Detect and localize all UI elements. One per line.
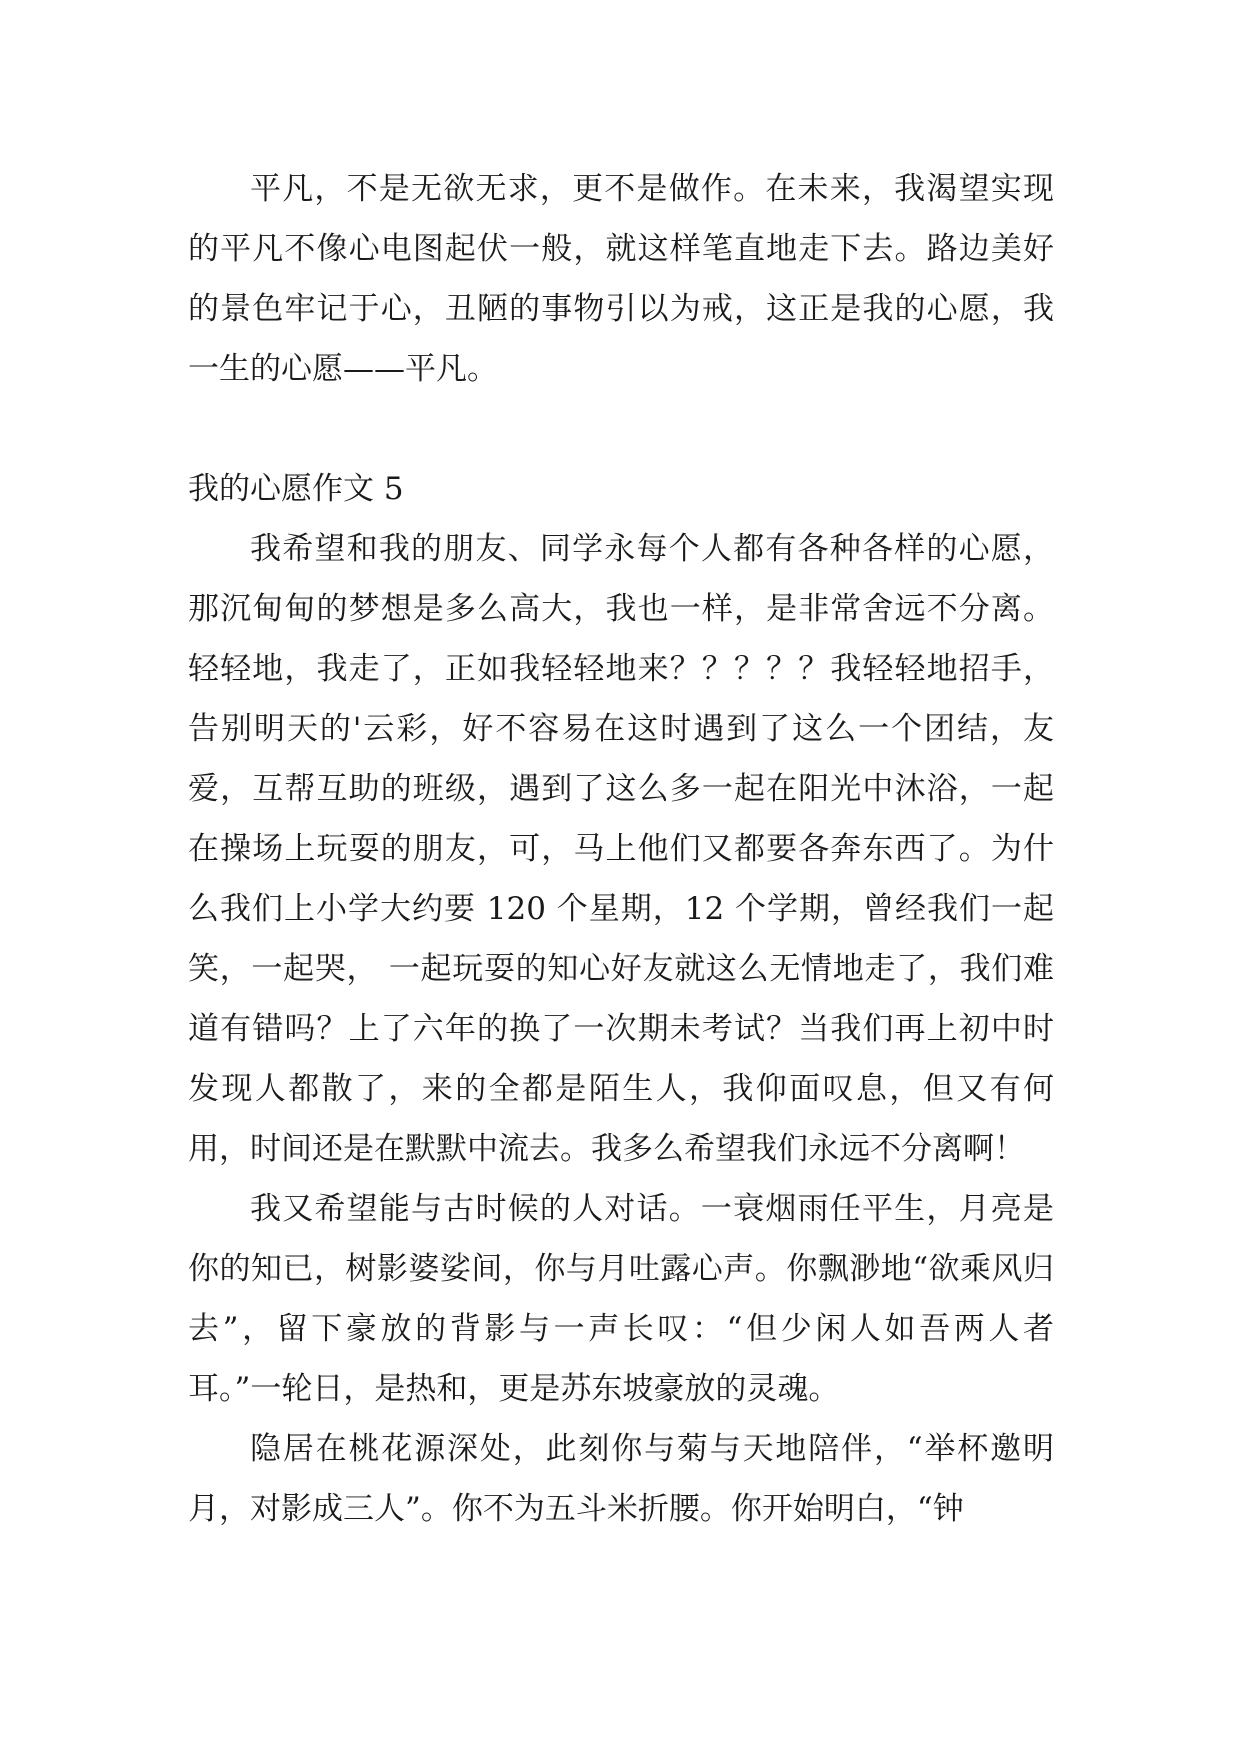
paragraph: 我又希望能与古时候的人对话。一衰烟雨任平生，月亮是你的知已，树影婆娑间，你与月吐露心声。你飘渺地“欲乘风归去”，留下豪放的背影与一声长叹：“但少闲人如吾两人者耳。”一轮日，是热和，更是苏东坡豪放的灵魂。	[188, 1191, 1054, 1407]
document-body	[188, 159, 1054, 1539]
section-heading: 我的心愿作文 5	[188, 471, 404, 507]
paragraph: 平凡，不是无欲无求，更不是做作。在未来，我渴望实现的平凡不像心电图起伏一般，就这样笔直地走下去。路边美好的景色牢记于心，丑陋的事物引以为戒，这正是我的心愿，我一生的心愿——平凡。	[188, 171, 1054, 387]
paragraph: 隐居在桃花源深处，此刻你与菊与天地陪伴，“举杯邀明月，对影成三人”。你不为五斗米折腰。你开始明白，“钟	[188, 1431, 1054, 1527]
paragraph: 我希望和我的朋友、同学永每个人都有各种各样的心愿，那沉甸甸的梦想是多么高大，我也一样，是非常舍远不分离。轻轻地，我走了，正如我轻轻地来？？？？？我轻轻地招手，告别明天的'云彩，好不容易在这时遇到了这么一个团结，友爱，互帮互助的班级，遇到了这么多一起在阳光中沐浴，一起在操场上玩耍的朋友，可，马上他们又都要各奔东西了。为什么我们上小学大约要 120 个星期，12 个学期，曾经我们一起笑，一起哭， 一起玩耍的知心好友就这么无情地走了，我们难道有错吗？上了六年的换了一次期未考试？当我们再上初中时发现人都散了，来的全都是陌生人，我仰面叹息，但又有何用，时间还是在默默中流去。我多么希望我们永远不分离啊！	[188, 531, 1054, 1167]
